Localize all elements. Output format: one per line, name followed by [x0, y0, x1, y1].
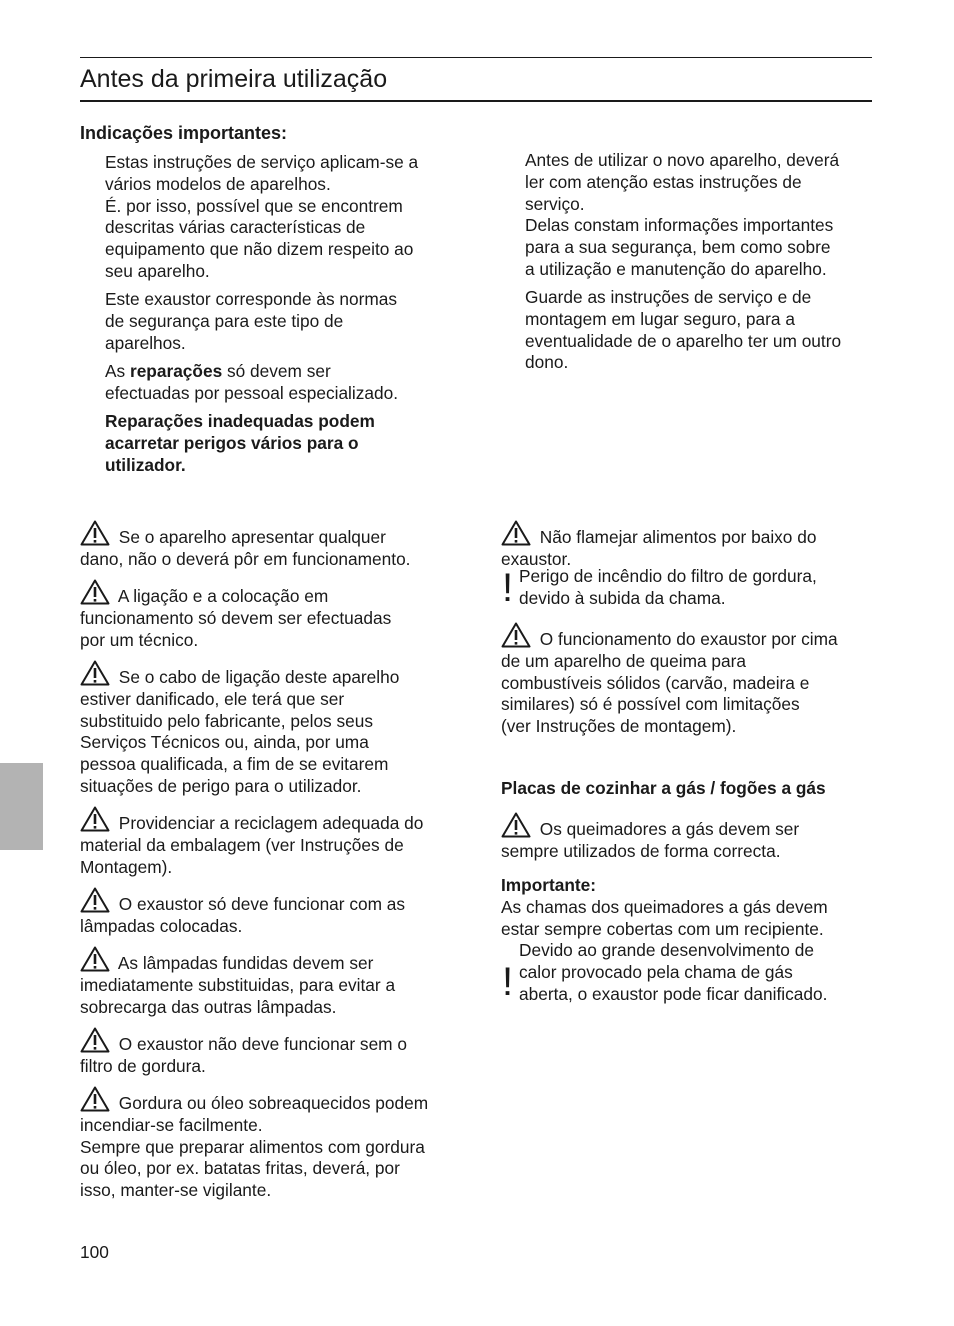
paragraph: As reparações só devem ser efectuadas por pessoal especializado. [105, 361, 399, 403]
warning-triangle-icon [501, 622, 531, 648]
warning-triangle-icon [501, 812, 531, 838]
warning-item: O exaustor só deve funcionar com as lâmpadas colocadas. [80, 887, 405, 938]
warning-triangle-icon [80, 579, 110, 605]
header-rule-bottom [80, 100, 872, 102]
warning-item: Não flamejar alimentos por baixo do exaustor. [501, 520, 816, 571]
paragraph: Estas instruções de serviço aplicam-se a vários modelos de aparelhos. É. por isso, possível que se encontrem descritas várias características de equipamento que não dizem respeito ao seu aparelho. [105, 152, 419, 281]
warning-item: As lâmpadas fundidas devem ser imediatamente substituidas, para evitar a sobrecarga das outras lâmpadas. [80, 946, 395, 1018]
warning-item: Se o cabo de ligação deste aparelho estiver danificado, ele terá que ser substituido pelo fabricante, pelos seus Serviços Técnicos ou, ainda, por uma pessoa qualificada, a fim de se evitarem situações de perigo para o utilizador. [80, 660, 399, 798]
warning-triangle-icon [80, 887, 110, 913]
paragraph: Guarde as instruções de serviço e de montagem em lugar seguro, para a eventualidade de o aparelho ter um outro dono. [525, 287, 842, 373]
note-item: Perigo de incêndio do filtro de gordura, devido à subida da chama. [519, 566, 817, 608]
warning-triangle-icon [501, 520, 531, 546]
warning-item: O exaustor não deve funcionar sem o filtro de gordura. [80, 1027, 407, 1078]
warning-triangle-icon [80, 1027, 110, 1053]
warning-item: Providenciar a reciclagem adequada do material da embalagem (ver Instruções de Montagem). [80, 806, 423, 878]
warning-item: O funcionamento do exaustor por cima de um aparelho de queima para combustíveis sólidos (carvão, madeira e similares) só é possível com limitações (ver Instruções de montagem). [501, 622, 838, 738]
warning-triangle-icon [80, 1086, 110, 1112]
important-paragraph: Importante: As chamas dos queimadores a gás devem estar sempre cobertas com um recipiente. [501, 875, 828, 939]
page-title: Antes da primeira utilização [80, 65, 388, 93]
warning-triangle-icon [80, 946, 110, 972]
note-item: Devido ao grande desenvolvimento de calor provocado pela chama de gás aberta, o exaustor pode ficar danificado. [519, 940, 828, 1004]
bold-warning-paragraph: Reparações inadequadas podem acarretar perigos vários para o utilizador. [105, 411, 375, 475]
warning-triangle-icon [80, 660, 110, 686]
paragraph: Este exaustor corresponde às normas de segurança para este tipo de aparelhos. [105, 289, 398, 353]
header-rule-top [80, 57, 872, 58]
section-heading-gas: Placas de cozinhar a gás / fogões a gás [501, 778, 826, 798]
section-heading-important: Indicações importantes: [80, 123, 288, 143]
warning-item: Os queimadores a gás devem ser sempre utilizados de forma correcta. [501, 812, 799, 863]
warning-item: A ligação e a colocação em funcionamento só devem ser efectuadas por um técnico. [80, 579, 391, 651]
exclamation-icon: ! [502, 960, 514, 1004]
warning-triangle-icon [80, 520, 110, 546]
language-tab-marker [0, 763, 43, 850]
page-number: 100 [80, 1242, 109, 1262]
exclamation-icon: ! [502, 566, 514, 610]
warning-item: Se o aparelho apresentar qualquer dano, não o deverá pôr em funcionamento. [80, 520, 411, 571]
warning-triangle-icon [80, 806, 110, 832]
paragraph: Antes de utilizar o novo aparelho, deverá ler com atenção estas instruções de serviço. Delas constam informações importantes para a sua segurança, bem como sobre a utilização e manutenção do aparelho. [525, 150, 840, 279]
warning-item: Gordura ou óleo sobreaquecidos podem incendiar-se facilmente. Sempre que preparar alimentos com gordura ou óleo, por ex. batatas fritas, deverá, por isso, manter-se vigilante. [80, 1086, 428, 1202]
